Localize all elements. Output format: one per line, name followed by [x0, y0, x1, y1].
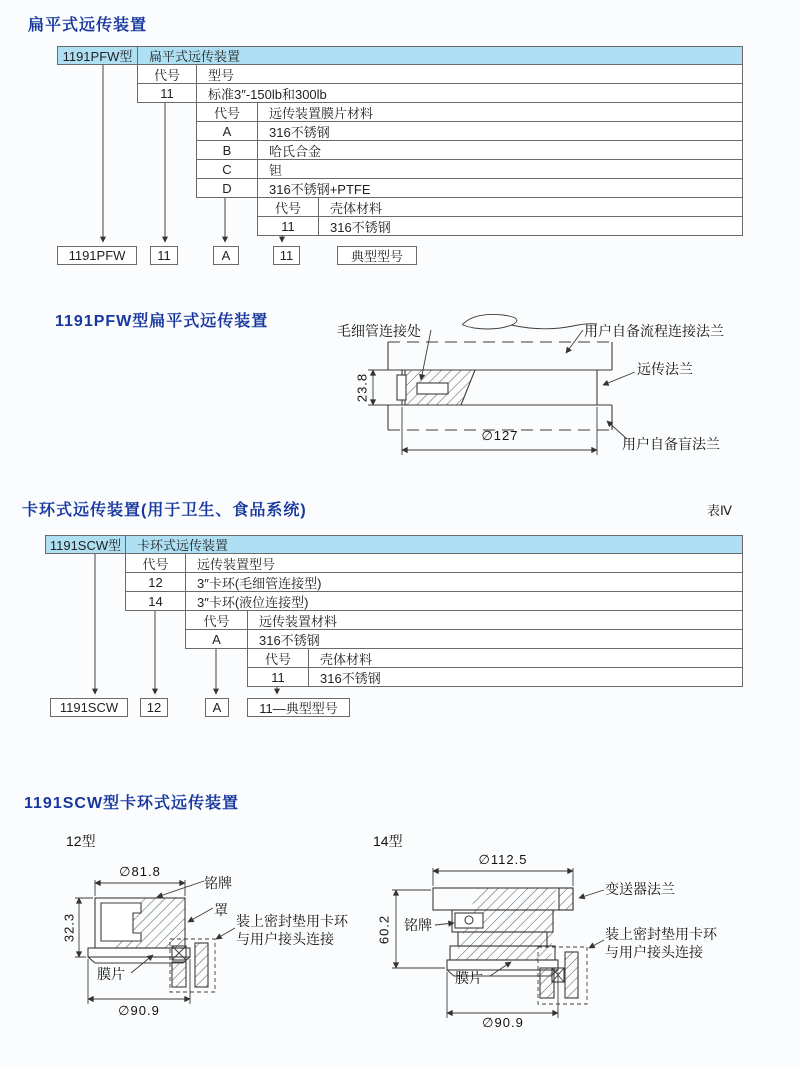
table1-row-desc: 远传装置膜片材料: [257, 102, 743, 122]
table1-row-desc: 316不锈钢: [318, 216, 743, 236]
code-box: 12: [140, 698, 168, 717]
table1-row-desc: 316不锈钢+PTFE: [257, 178, 743, 198]
table2-row-code: 代号: [185, 610, 248, 630]
code-box: A: [213, 246, 239, 265]
table1-row-desc: 标准3″-150lb和300lb: [196, 83, 743, 103]
table2-row-desc: 远传装置材料: [247, 610, 743, 630]
table2-row-code: 代号: [247, 648, 309, 668]
table2-row-desc: 壳体材料: [308, 648, 743, 668]
table1-row-desc: 316不锈钢: [257, 121, 743, 141]
dim-height-12: 32.3: [61, 912, 77, 943]
table2-row-desc: 316不锈钢: [308, 667, 743, 687]
section-flat-title: 扁平式远传装置: [28, 17, 148, 34]
process-flange-label: 用户自备流程连接法兰: [584, 325, 724, 340]
table1-row-desc: 壳体材料: [318, 197, 743, 217]
table1-row-code: 代号: [137, 64, 197, 84]
table2-model-name-cell: 卡环式远传装置: [125, 535, 743, 554]
dim-bottom-14: ∅90.9: [482, 1015, 524, 1030]
section-pfw-drawing-title: 1191PFW型扁平式远传装置: [55, 313, 269, 330]
dim-top-12: ∅81.8: [119, 864, 161, 879]
dim-top-14: ∅112.5: [478, 852, 528, 867]
remote-flange-label: 远传法兰: [637, 363, 693, 378]
table2-row-desc: 3″卡环(液位连接型): [185, 591, 743, 611]
table1-row-desc: 型号: [196, 64, 743, 84]
table2-row-desc: 远传装置型号: [185, 553, 743, 573]
code-box: 11—典型型号: [247, 698, 350, 717]
clamp-note-line1-12: 装上密封垫用卡环: [236, 915, 348, 930]
nameplate-label-14: 铭牌: [404, 919, 432, 934]
dim-height-14: 60.2: [376, 914, 392, 945]
table2-row-code: 12: [125, 572, 186, 592]
table1-row-code: 代号: [196, 102, 258, 122]
dim-bottom-12: ∅90.9: [118, 1003, 160, 1018]
section-scw-drawing-title: 1191SCW型卡环式远传装置: [24, 795, 240, 812]
table1-row-desc: 哈氏合金: [257, 140, 743, 160]
table1-row-desc: 钽: [257, 159, 743, 179]
table2-row-code: 代号: [125, 553, 186, 573]
table2-model-cell: 1191SCW型: [45, 535, 126, 554]
table1-row-code: C: [196, 159, 258, 179]
clamp-note-line2-12: 与用户接头连接: [236, 933, 334, 948]
transmitter-flange-label-14: 变送器法兰: [605, 883, 675, 898]
table1-row-code: 代号: [257, 197, 319, 217]
diaphragm-label-14: 膜片: [455, 972, 483, 987]
code-box: 11: [273, 246, 300, 265]
table1-row-code: 11: [137, 83, 197, 103]
table1-model-name-cell: 扁平式远传装置: [137, 46, 743, 65]
clamp-note-line2-14: 与用户接头连接: [605, 946, 703, 961]
dim-diameter: ∅127: [481, 428, 519, 443]
variant-12-label: 12型: [66, 833, 96, 849]
table1-row-code: B: [196, 140, 258, 160]
table2-row-code: A: [185, 629, 248, 649]
table2-row-desc: 316不锈钢: [247, 629, 743, 649]
table-reference: 表Ⅳ: [707, 503, 732, 518]
code-box: 1191PFW: [57, 246, 137, 265]
cover-label-12: 罩: [214, 904, 228, 919]
blind-flange-label: 用户自备盲法兰: [622, 438, 720, 453]
section-clamp-title: 卡环式远传装置(用于卫生、食品系统): [22, 502, 307, 519]
code-box: 1191SCW: [50, 698, 128, 717]
table1-model-cell: 1191PFW型: [57, 46, 138, 65]
table1-row-code: D: [196, 178, 258, 198]
table2-row-code: 14: [125, 591, 186, 611]
code-box: A: [205, 698, 229, 717]
capillary-label: 毛细管连接处: [337, 325, 421, 340]
table1-row-code: 11: [257, 216, 319, 236]
variant-14-label: 14型: [373, 833, 403, 849]
nameplate-label-12: 铭牌: [204, 877, 232, 892]
diaphragm-label-12: 膜片: [97, 968, 125, 983]
dim-height: 23.8: [354, 372, 370, 403]
code-box: 典型型号: [337, 246, 417, 265]
clamp-note-line1-14: 装上密封垫用卡环: [605, 928, 717, 943]
code-box: 11: [150, 246, 178, 265]
table2-row-code: 11: [247, 667, 309, 687]
table2-row-desc: 3″卡环(毛细管连接型): [185, 572, 743, 592]
table1-row-code: A: [196, 121, 258, 141]
